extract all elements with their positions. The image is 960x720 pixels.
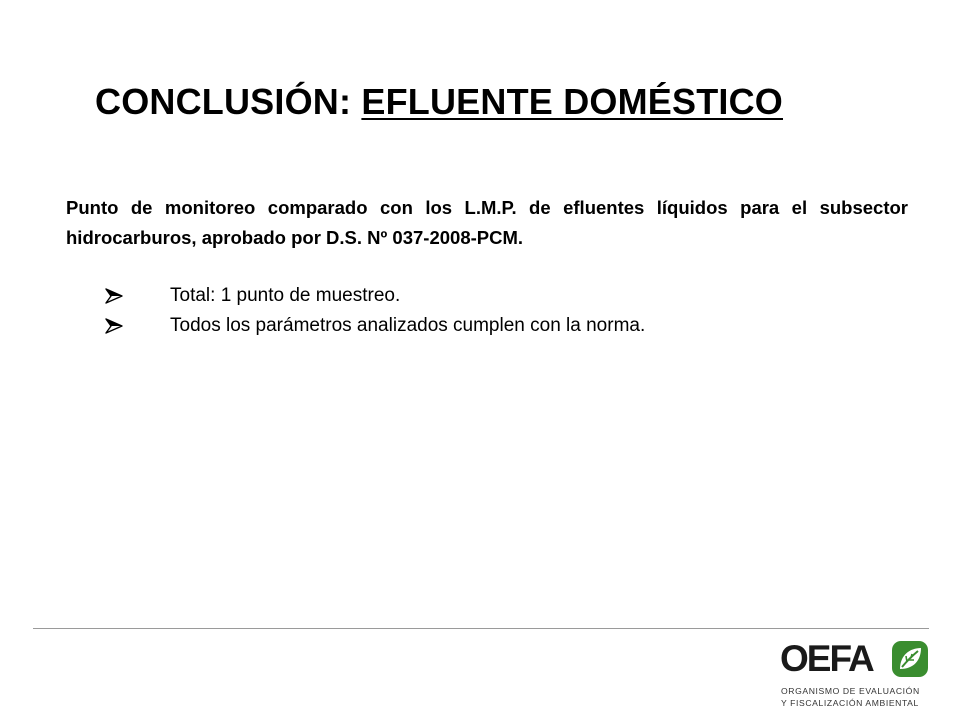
arrow-bullet-icon: [104, 317, 124, 335]
footer-divider: [33, 628, 929, 629]
arrow-bullet-icon: [104, 287, 124, 305]
bullet-text: Total: 1 punto de muestreo.: [170, 285, 401, 306]
slide-title: [95, 82, 783, 122]
logo-wordmark: OEFA: [780, 638, 873, 679]
title-underlined: EFLUENTE DOMÉSTICO: [361, 81, 783, 122]
logo-line-2: Y FISCALIZACIÓN AMBIENTAL: [781, 698, 919, 708]
title-prefix: CONCLUSIÓN:: [95, 81, 362, 122]
oefa-logo: [780, 640, 928, 716]
leaf-icon: [892, 641, 928, 677]
summary-paragraph: Punto de monitoreo comparado con los L.M.P. de efluentes líquidos para el subsector hidrocarburos, aprobado por D.S. Nº 037-2008-PCM.: [66, 197, 908, 248]
bullet-item: [104, 311, 645, 341]
bullet-list: [104, 281, 645, 341]
bullet-item: [104, 281, 645, 311]
bullet-text: Todos los parámetros analizados cumplen con la norma.: [170, 315, 646, 336]
logo-line-1: ORGANISMO DE EVALUACIÓN: [781, 686, 920, 696]
